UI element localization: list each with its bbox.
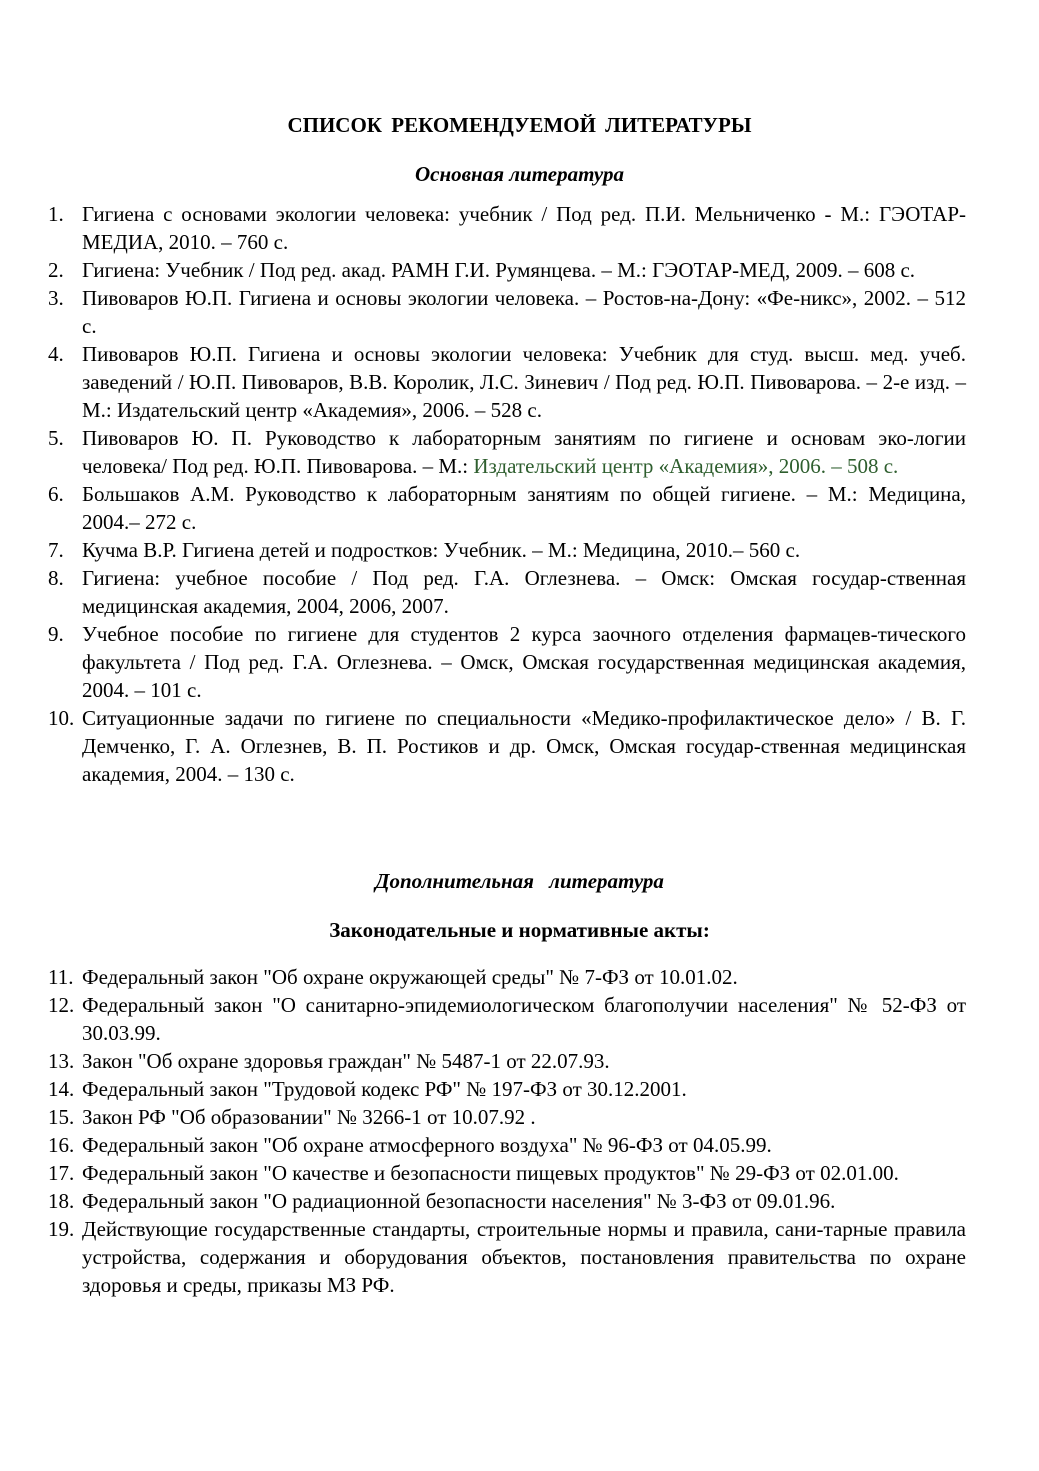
- item-number: 15.: [48, 1105, 75, 1129]
- item-text: Федеральный закон "Об охране окружающей среды" № 7-ФЗ от 10.01.02.: [82, 965, 738, 989]
- item-text: Пивоваров Ю.П. Гигиена и основы экологии человека: Учебник для студ. высш. мед. учеб. заведений / Ю.П. Пивоваров, В.В. Королик, Л.С. Зиневич / Под ред. Ю.П. Пивоварова. – 2-е изд. – М.: Издательский центр «Академия», 2006. – 528 с.: [82, 342, 966, 422]
- list-item: [48, 424, 966, 480]
- list-item: [48, 1103, 966, 1131]
- list-item: [48, 620, 966, 704]
- list-item: [48, 564, 966, 620]
- list-item: [48, 1159, 966, 1187]
- item-number: 14.: [48, 1077, 75, 1101]
- item-number: 5.: [48, 426, 64, 450]
- item-text: Гигиена: учебное пособие / Под ред. Г.А. Оглезнева. – Омск: Омская государ-ственная медицинская академия, 2004, 2006, 2007.: [82, 566, 966, 618]
- list-item: [48, 200, 966, 256]
- item-number: 10.: [48, 706, 75, 730]
- item-text: Гигиена: Учебник / Под ред. акад. РАМН Г.И. Румянцева. – М.: ГЭОТАР-МЕД, 2009. – 608 с.: [82, 258, 916, 282]
- list-item: [48, 1075, 966, 1103]
- page-title: СПИСОК РЕКОМЕНДУЕМОЙ ЛИТЕРАТУРЫ: [287, 113, 752, 137]
- item-text: Гигиена с основами экологии человека: учебник / Под ред. П.И. Мельниченко - М.: ГЭОТАР-МЕДИА, 2010. – 760 с.: [82, 202, 966, 254]
- item-text: Действующие государственные стандарты, строительные нормы и правила, сани-тарные правила устройства, содержания и оборудования объектов, постановления правительства по охране здоровья и среды, приказы МЗ РФ.: [82, 1217, 966, 1297]
- item-text: Закон РФ "Об образовании" № 3266-1 от 10.07.92 .: [82, 1105, 536, 1129]
- item-text-highlighted: Издательский центр «Академия», 2006. – 508 с.: [473, 454, 899, 478]
- item-text: Федеральный закон "О санитарно-эпидемиологическом благополучии населения" № 52-ФЗ от 30.03.99.: [82, 993, 966, 1045]
- item-text: Федеральный закон "О радиационной безопасности населения" № 3-ФЗ от 09.01.96.: [82, 1189, 836, 1213]
- item-number: 8.: [48, 566, 64, 590]
- list-item: [48, 1047, 966, 1075]
- item-text: Учебное пособие по гигиене для студентов 2 курса заочного отделения фармацев-тического факультета / Под ред. Г.А. Оглезнева. – Омск, Омская государственная медицинская академия, 2004. – 101 с.: [82, 622, 966, 702]
- list-item: [48, 480, 966, 536]
- item-text: Большаков А.М. Руководство к лабораторным занятиям по общей гигиене. – М.: Медицина, 2004.– 272 с.: [82, 482, 966, 534]
- item-number: 11.: [48, 965, 74, 989]
- main-literature-list: [48, 200, 966, 788]
- item-text: Федеральный закон "Трудовой кодекс РФ" № 197-ФЗ от 30.12.2001.: [82, 1077, 687, 1101]
- list-item: [48, 256, 966, 284]
- item-number: 12.: [48, 993, 75, 1017]
- list-item: [48, 1215, 966, 1299]
- item-text: Ситуационные задачи по гигиене по специальности «Медико-профилактическое дело» / В. Г. Демченко, Г. А. Оглезнев, В. П. Ростиков и др. Омск, Омская государ-ственная медицинская академия, 2004. – 130 с.: [82, 706, 966, 786]
- list-item: [48, 991, 966, 1047]
- legal-acts-heading: Законодательные и нормативные акты:: [329, 918, 710, 942]
- list-item: [48, 340, 966, 424]
- list-item: [48, 704, 966, 788]
- additional-literature-heading: Дополнительная литература: [375, 869, 664, 893]
- list-item: [48, 1131, 966, 1159]
- item-text: Пивоваров Ю. П. Руководство к лабораторным занятиям по гигиене и основам эко-логии человека/ Под ред. Ю.П. Пивоварова. – М.:: [82, 426, 966, 478]
- item-text: Закон "Об охране здоровья граждан" № 5487-1 от 22.07.93.: [82, 1049, 610, 1073]
- item-number: 9.: [48, 622, 64, 646]
- list-item: [48, 963, 966, 991]
- item-number: 19.: [48, 1217, 75, 1241]
- list-item: [48, 284, 966, 340]
- item-text: Кучма В.Р. Гигиена детей и подростков: Учебник. – М.: Медицина, 2010.– 560 с.: [82, 538, 801, 562]
- main-literature-heading: Основная литература: [415, 162, 624, 186]
- item-text: Федеральный закон "О качестве и безопасности пищевых продуктов" № 29-ФЗ от 02.01.00.: [82, 1161, 899, 1185]
- item-number: 2.: [48, 258, 64, 282]
- item-number: 13.: [48, 1049, 75, 1073]
- item-number: 1.: [48, 202, 64, 226]
- item-number: 17.: [48, 1161, 75, 1185]
- item-number: 18.: [48, 1189, 75, 1213]
- item-number: 6.: [48, 482, 64, 506]
- item-number: 3.: [48, 286, 64, 310]
- list-item: [48, 536, 966, 564]
- item-number: 16.: [48, 1133, 75, 1157]
- legal-acts-list: [48, 963, 966, 1299]
- item-text: Федеральный закон "Об охране атмосферного воздуха" № 96-ФЗ от 04.05.99.: [82, 1133, 772, 1157]
- item-text: Пивоваров Ю.П. Гигиена и основы экологии человека. – Ростов-на-Дону: «Фе-никс», 2002. – 512 с.: [82, 286, 966, 338]
- list-item: [48, 1187, 966, 1215]
- item-number: 4.: [48, 342, 64, 366]
- item-number: 7.: [48, 538, 64, 562]
